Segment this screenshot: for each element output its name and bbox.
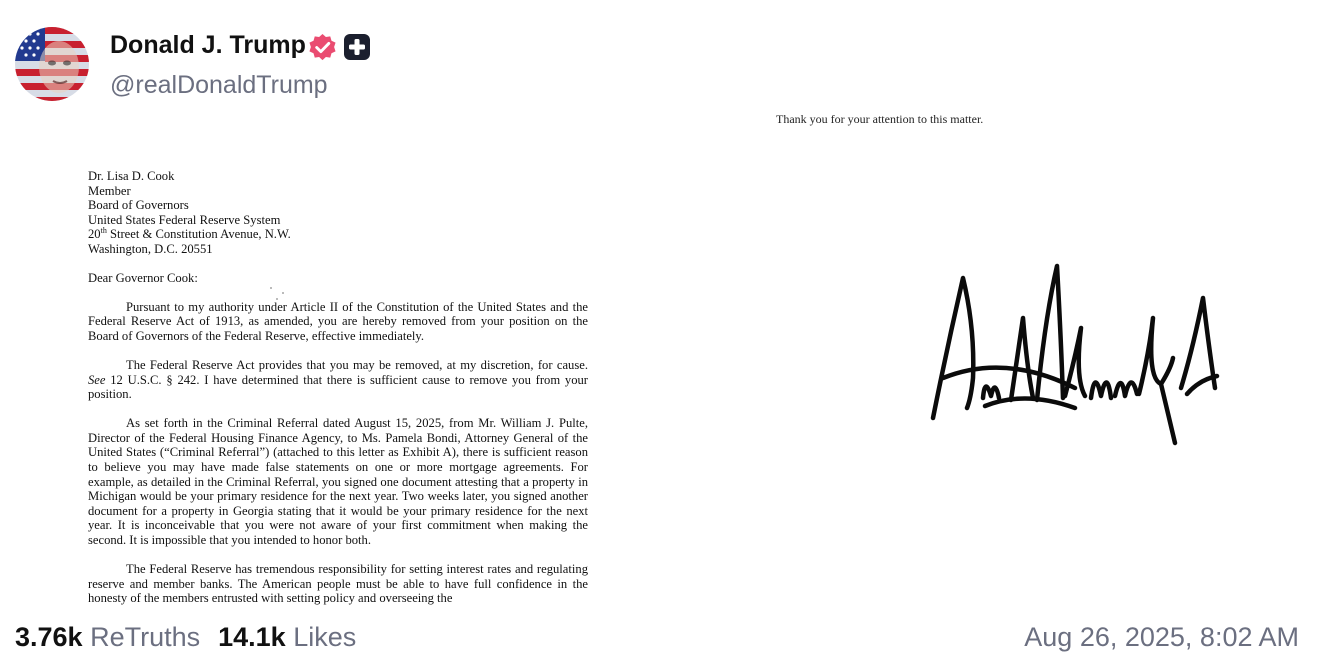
verified-badge-icon <box>308 33 337 62</box>
address-line: Dr. Lisa D. Cook <box>88 169 175 183</box>
scan-speck <box>270 287 272 289</box>
letter-page-1 <box>88 169 588 606</box>
address-line: Board of Governors <box>88 198 189 213</box>
likes-count: 14.1k <box>218 622 286 652</box>
street-ordinal-suffix: th <box>100 226 107 236</box>
retruths-label: ReTruths <box>90 622 201 652</box>
plus-badge-icon <box>344 34 370 60</box>
retruths-stat[interactable] <box>15 622 200 652</box>
address-line: United States Federal Reserve System <box>88 212 281 227</box>
letter-salutation: Dear Governor Cook: <box>88 270 198 285</box>
author-name[interactable]: Donald J. Trump <box>110 31 306 59</box>
paragraph-2-text: The Federal Reserve Act provides that you may be removed, at my discretion, for cause. <box>126 357 588 372</box>
street-number: 20 <box>88 227 101 242</box>
address-line: Member <box>88 183 131 198</box>
street-name: Street & Constitution Avenue, N.W. <box>106 227 291 242</box>
retruths-count: 3.76k <box>15 622 83 652</box>
letter-paragraph-3: As set forth in the Criminal Referral dated August 15, 2025, from Mr. William J. Pulte, Director of the Federal Housing Finance Agency, to Ms. Pamela Bondi, Attorney General of the United States (“Criminal Referral”) (attached to this letter as Exhibit A), there is sufficient reason to believe you may have made false statements on one or more mortgage agreements. For example, as detailed in the Criminal Referral, you signed one document attesting that a property in Michigan would be your primary residence for the next year. Two weeks later, you signed another document for a property in Georgia stating that it would be your primary residence for the next year. It is inconceivable that you were not aware of your first commitment when making the second. It is impossible that you intended to honor both. <box>88 416 588 547</box>
post-stats <box>15 622 356 653</box>
citation-see: See <box>88 372 106 387</box>
attached-letter-image[interactable] <box>0 108 1338 616</box>
letter-paragraph-1: Pursuant to my authority under Article II of the Constitution of the United States and the Federal Reserve Act of 1913, as amended, you are hereby removed from your position on the Board of Governors of the Federal Reserve, effective immediately. <box>88 299 588 343</box>
likes-stat[interactable] <box>218 622 356 652</box>
avatar[interactable] <box>15 27 89 101</box>
address-line: Washington, D.C. 20551 <box>88 241 213 256</box>
paragraph-2-citation: 12 U.S.C. § 242. I have determined that there is sufficient cause to remove you from your position. <box>88 372 588 402</box>
scan-speck <box>282 292 284 294</box>
post-timestamp[interactable]: Aug 26, 2025, 8:02 AM <box>1024 622 1299 652</box>
scan-speck <box>276 298 278 300</box>
signature-image <box>925 258 1225 453</box>
letter-address-block <box>88 169 588 257</box>
avatar-flag-image <box>15 27 89 101</box>
letter-paragraph-2 <box>88 358 588 402</box>
letter-paragraph-4: The Federal Reserve has tremendous responsibility for setting interest rates and regulating reserve and member banks. The American people must be able to have full confidence in the honesty of the members entrusted with setting policy and overseeing the <box>88 562 588 606</box>
letter-closing-line: Thank you for your attention to this matter. <box>776 112 984 126</box>
address-line-street <box>88 227 588 242</box>
likes-label: Likes <box>293 622 357 652</box>
author-handle[interactable]: @realDonaldTrump <box>110 71 328 99</box>
